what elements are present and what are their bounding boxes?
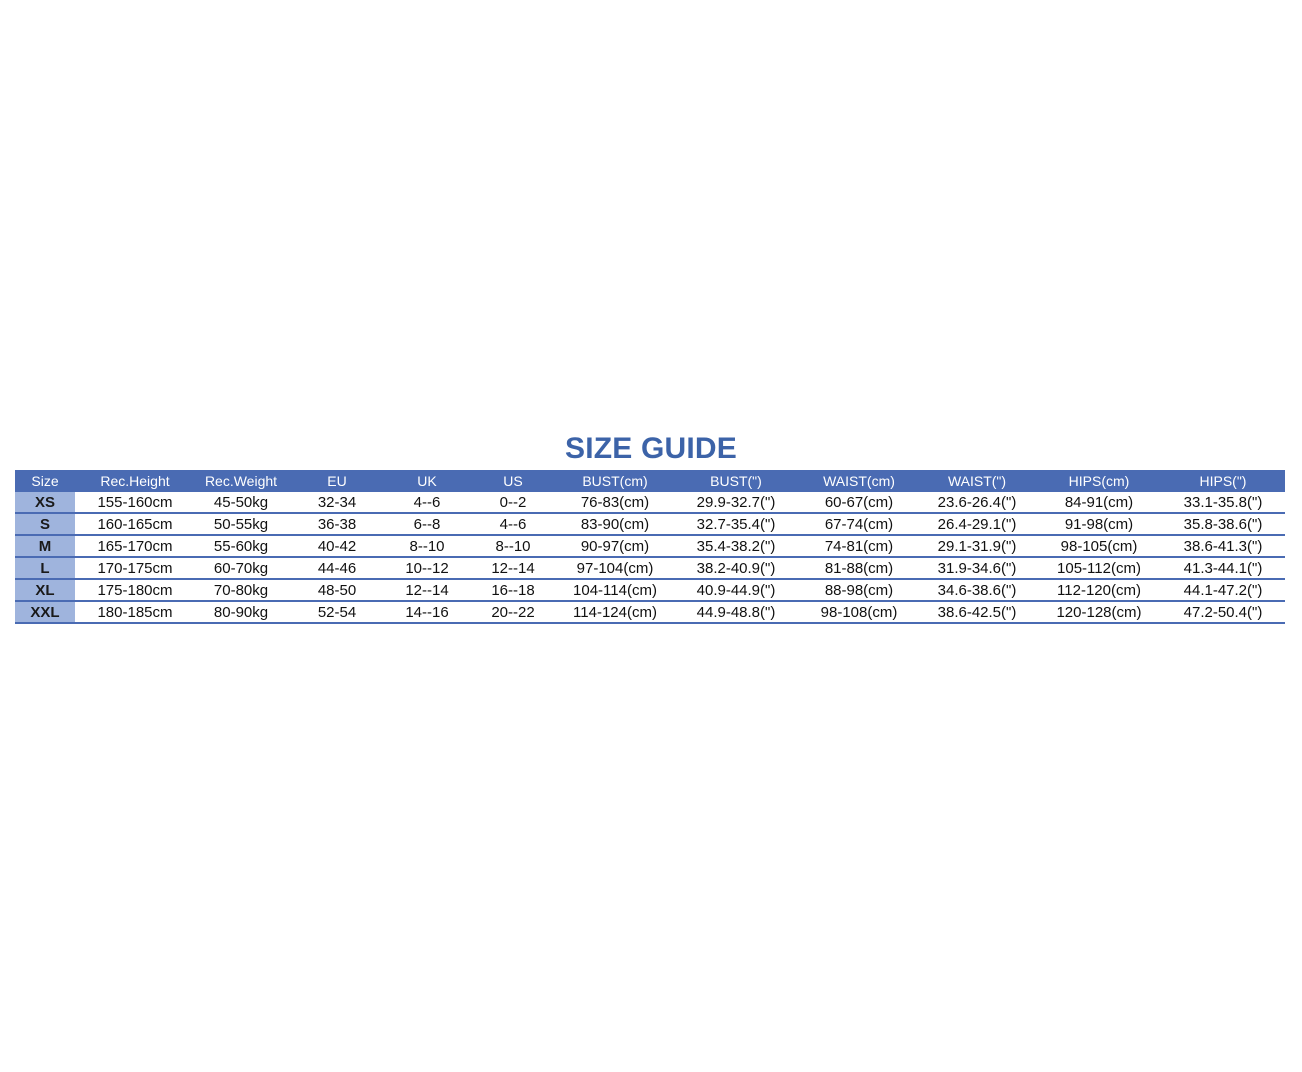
column-header: Rec.Weight	[195, 470, 287, 492]
column-header: BUST(cm)	[559, 470, 671, 492]
column-header: HIPS(")	[1161, 470, 1285, 492]
table-cell: 112-120(cm)	[1037, 579, 1161, 601]
table-cell: 44-46	[287, 557, 387, 579]
column-header: EU	[287, 470, 387, 492]
table-cell: 170-175cm	[75, 557, 195, 579]
table-cell: 29.9-32.7(")	[671, 492, 801, 513]
table-cell: 4--6	[467, 513, 559, 535]
table-cell: 33.1-35.8(")	[1161, 492, 1285, 513]
table-row	[15, 579, 1285, 601]
table-cell: 12--14	[467, 557, 559, 579]
size-label-cell: M	[15, 535, 75, 557]
table-cell: 52-54	[287, 601, 387, 623]
column-header: BUST(")	[671, 470, 801, 492]
table-cell: 98-105(cm)	[1037, 535, 1161, 557]
column-header: HIPS(cm)	[1037, 470, 1161, 492]
table-cell: 83-90(cm)	[559, 513, 671, 535]
table-cell: 88-98(cm)	[801, 579, 917, 601]
table-row	[15, 557, 1285, 579]
column-header: US	[467, 470, 559, 492]
table-cell: 45-50kg	[195, 492, 287, 513]
size-guide-table	[15, 470, 1285, 624]
table-cell: 0--2	[467, 492, 559, 513]
table-cell: 40.9-44.9(")	[671, 579, 801, 601]
table-cell: 114-124(cm)	[559, 601, 671, 623]
table-cell: 74-81(cm)	[801, 535, 917, 557]
table-cell: 16--18	[467, 579, 559, 601]
column-header: Size	[15, 470, 75, 492]
column-header: WAIST(cm)	[801, 470, 917, 492]
table-cell: 44.1-47.2(")	[1161, 579, 1285, 601]
size-label-cell: S	[15, 513, 75, 535]
table-cell: 55-60kg	[195, 535, 287, 557]
table-cell: 165-170cm	[75, 535, 195, 557]
table-cell: 97-104(cm)	[559, 557, 671, 579]
table-cell: 44.9-48.8(")	[671, 601, 801, 623]
table-cell: 32-34	[287, 492, 387, 513]
table-cell: 175-180cm	[75, 579, 195, 601]
table-cell: 23.6-26.4(")	[917, 492, 1037, 513]
table-cell: 31.9-34.6(")	[917, 557, 1037, 579]
table-cell: 10--12	[387, 557, 467, 579]
column-header: UK	[387, 470, 467, 492]
table-cell: 104-114(cm)	[559, 579, 671, 601]
table-cell: 50-55kg	[195, 513, 287, 535]
table-cell: 80-90kg	[195, 601, 287, 623]
column-header: Rec.Height	[75, 470, 195, 492]
table-cell: 35.8-38.6(")	[1161, 513, 1285, 535]
table-cell: 4--6	[387, 492, 467, 513]
table-header-row	[15, 470, 1285, 492]
table-cell: 20--22	[467, 601, 559, 623]
table-cell: 48-50	[287, 579, 387, 601]
table-cell: 76-83(cm)	[559, 492, 671, 513]
table-cell: 67-74(cm)	[801, 513, 917, 535]
table-cell: 70-80kg	[195, 579, 287, 601]
table-cell: 36-38	[287, 513, 387, 535]
table-cell: 34.6-38.6(")	[917, 579, 1037, 601]
table-cell: 38.2-40.9(")	[671, 557, 801, 579]
table-cell: 120-128(cm)	[1037, 601, 1161, 623]
table-row	[15, 492, 1285, 513]
size-guide-title: SIZE GUIDE	[564, 432, 738, 465]
table-cell: 35.4-38.2(")	[671, 535, 801, 557]
table-cell: 180-185cm	[75, 601, 195, 623]
table-cell: 84-91(cm)	[1037, 492, 1161, 513]
table-cell: 90-97(cm)	[559, 535, 671, 557]
table-cell: 40-42	[287, 535, 387, 557]
table-cell: 26.4-29.1(")	[917, 513, 1037, 535]
table-cell: 47.2-50.4(")	[1161, 601, 1285, 623]
table-cell: 38.6-41.3(")	[1161, 535, 1285, 557]
table-row	[15, 513, 1285, 535]
table-cell: 155-160cm	[75, 492, 195, 513]
table-cell: 8--10	[387, 535, 467, 557]
column-header: WAIST(")	[917, 470, 1037, 492]
table-cell: 81-88(cm)	[801, 557, 917, 579]
table-cell: 14--16	[387, 601, 467, 623]
table-cell: 38.6-42.5(")	[917, 601, 1037, 623]
table-cell: 41.3-44.1(")	[1161, 557, 1285, 579]
table-cell: 60-70kg	[195, 557, 287, 579]
table-cell: 105-112(cm)	[1037, 557, 1161, 579]
table-cell: 8--10	[467, 535, 559, 557]
table-row	[15, 601, 1285, 623]
table-row	[15, 535, 1285, 557]
size-label-cell: XXL	[15, 601, 75, 623]
table-cell: 160-165cm	[75, 513, 195, 535]
table-body	[15, 492, 1285, 623]
table-cell: 6--8	[387, 513, 467, 535]
table-cell: 29.1-31.9(")	[917, 535, 1037, 557]
table-cell: 60-67(cm)	[801, 492, 917, 513]
table-cell: 32.7-35.4(")	[671, 513, 801, 535]
size-label-cell: XS	[15, 492, 75, 513]
table-cell: 98-108(cm)	[801, 601, 917, 623]
table-cell: 91-98(cm)	[1037, 513, 1161, 535]
size-label-cell: XL	[15, 579, 75, 601]
size-label-cell: L	[15, 557, 75, 579]
table-cell: 12--14	[387, 579, 467, 601]
